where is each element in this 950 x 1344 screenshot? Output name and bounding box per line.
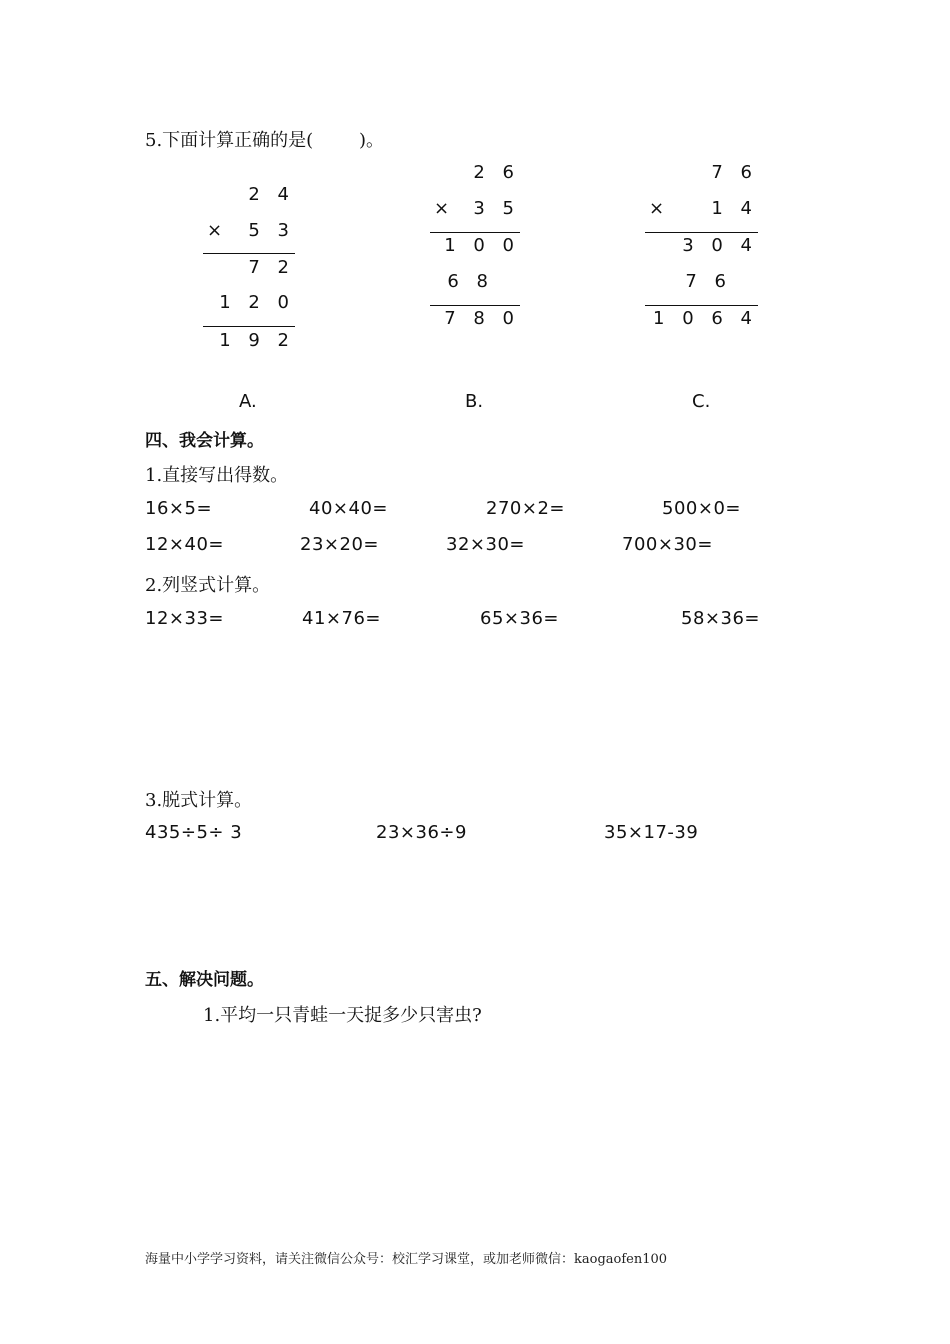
option-c-top: 7 6 [711,162,758,183]
option-c-rule-1 [645,232,758,233]
option-a-calculation [203,180,295,360]
option-a-top: 2 4 [248,184,295,205]
vertical-calc-item: 65×36= [480,608,559,629]
option-c-sign: × [649,198,665,219]
option-b-calculation [430,158,520,328]
section-5-title: 五、解决问题。 [145,970,264,990]
option-b-sign: × [434,198,450,219]
option-a-second: 5 3 [248,220,295,241]
option-b-second: 3 5 [473,198,520,219]
option-a-partial-1: 7 2 [248,257,295,278]
option-b-rule-2 [430,305,520,306]
option-b-rule-1 [430,232,520,233]
oral-calc-item: 23×20= [300,534,379,555]
option-c-partial-1: 3 0 4 [682,235,758,256]
option-a-rule-1 [203,253,295,254]
option-b-result: 7 8 0 [444,308,520,329]
option-c-rule-2 [645,305,758,306]
vertical-calc-item: 58×36= [681,608,760,629]
stepwise-calc-item: 35×17-39 [604,822,699,843]
stepwise-calc-item: 23×36÷9 [376,822,467,843]
option-a-result: 1 9 2 [219,330,295,351]
section-4-title: 四、我会计算。 [145,431,264,451]
option-b-partial-1: 1 0 0 [444,235,520,256]
part-1-title: 1.直接写出得数。 [145,465,289,486]
part-3-title: 3.脱式计算。 [145,790,253,811]
option-c-label: C. [692,391,711,412]
option-a-partial-2: 1 2 0 [219,292,295,313]
footer-note: 海量中小学学习资料，请关注微信公众号：校汇学习课堂，或加老师微信：kaogaofen100 [145,1252,668,1267]
option-a-label: A. [239,391,257,412]
part-2-title: 2.列竖式计算。 [145,575,271,596]
option-b-label: B. [465,391,484,412]
oral-calc-item: 12×40= [145,534,224,555]
oral-calc-item: 40×40= [309,498,388,519]
option-c-partial-2: 7 6 [685,271,732,292]
oral-calc-item: 500×0= [662,498,741,519]
vertical-calc-item: 12×33= [145,608,224,629]
vertical-calc-item: 41×76= [302,608,381,629]
option-c-second: 1 4 [711,198,758,219]
problem-1: 1.平均一只青蛙一天捉多少只害虫? [203,1005,482,1026]
oral-calc-item: 32×30= [446,534,525,555]
oral-calc-item: 270×2= [486,498,565,519]
option-a-sign: × [207,220,223,241]
oral-calc-item: 700×30= [622,534,713,555]
option-b-top: 2 6 [473,162,520,183]
option-c-result: 1 0 6 4 [653,308,758,329]
option-c-calculation [645,158,758,328]
stepwise-calc-item: 435÷5÷ 3 [145,822,243,843]
option-b-partial-2: 6 8 [447,271,494,292]
q5-prompt: 5.下面计算正确的是( )。 [145,130,384,151]
oral-calc-item: 16×5= [145,498,213,519]
option-a-rule-2 [203,326,295,327]
